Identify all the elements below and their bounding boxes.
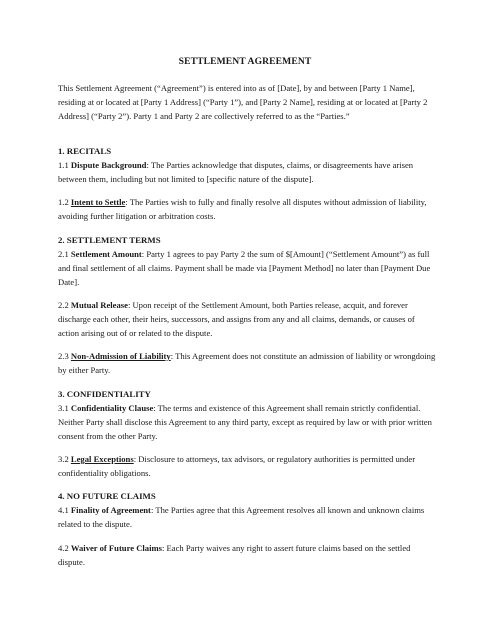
clause-label: Legal Exceptions	[70, 454, 134, 464]
clause-text: : The Parties agree that this Agreement resolves all known and unknown claims related to the dispute.	[58, 505, 425, 529]
section-heading-recitals: 1. RECITALS	[58, 146, 112, 156]
clause-3-1	[58, 402, 436, 443]
clause-number: 1.2	[58, 197, 71, 207]
clause-number: 3.1	[58, 403, 71, 413]
clause-text: : The Parties wish to fully and finally resolve all disputes without admission of liability, avoiding further litigation or arbitration costs.	[58, 197, 427, 221]
clause-number: 3.2	[58, 454, 71, 464]
clause-text: : Disclosure to attorneys, tax advisors, or regulatory authorities is permitted under confidentiality obligations.	[58, 454, 416, 478]
section-heading-no-future-claims: 4. NO FUTURE CLAIMS	[58, 491, 156, 501]
clause-number: 2.1	[58, 249, 71, 259]
clause-2-2	[58, 299, 436, 340]
clause-number: 2.3	[58, 351, 71, 361]
clause-4-1	[58, 504, 436, 532]
clause-2-1	[58, 248, 436, 289]
clause-label: Non-Admission of Liability	[70, 351, 171, 361]
clause-number: 4.2	[58, 543, 71, 553]
clause-1-1	[58, 159, 436, 187]
clause-text: : Party 1 agrees to pay Party 2 the sum of $[Amount] (“Settlement Amount”) as full and final settlement of all claims. Payment shall be made via [Payment Method] no later than [Payment Due Date].	[58, 249, 431, 287]
clause-1-2	[58, 196, 436, 224]
clause-text: : Upon receipt of the Settlement Amount, both Parties release, acquit, and forever discharge each other, their heirs, successors, and assigns from any and all claims, demands, or causes of action arising out of or related to the dispute.	[58, 300, 415, 338]
clause-4-2	[58, 542, 436, 570]
clause-2-3	[58, 350, 436, 378]
clause-label: Confidentiality Clause	[70, 403, 154, 413]
clause-label: Mutual Release	[70, 300, 128, 310]
section-heading-confidentiality: 3. CONFIDENTIALITY	[58, 389, 151, 399]
clause-text: : Each Party waives any right to assert future claims based on the settled dispute.	[58, 543, 411, 567]
clause-label: Intent to Settle	[70, 197, 126, 207]
document-title: SETTLEMENT AGREEMENT	[178, 56, 312, 67]
clause-number: 4.1	[58, 505, 71, 515]
clause-text: : This Agreement does not constitute an admission of liability or wrongdoing by either Party.	[58, 351, 436, 375]
clause-text: : The terms and existence of this Agreement shall remain strictly confidential. Neither Party shall disclose this Agreement to any third party, except as required by law or with prior written consent from the other Party.	[58, 403, 432, 441]
clause-label: Finality of Agreement	[70, 505, 151, 515]
clause-label: Waiver of Future Claims	[70, 543, 162, 553]
clause-label: Settlement Amount	[70, 249, 142, 259]
clause-text: : The Parties acknowledge that disputes, claims, or disagreements have arisen between them, including but not limited to [specific nature of the dispute].	[58, 160, 414, 184]
intro-paragraph: This Settlement Agreement (“Agreement”) is entered into as of [Date], by and between [Party 1 Name], residing at or located at [Party 1 Address] (“Party 1”), and [Party 2 Name], residing at or located at [Party 2 Address] (“Party 2”). Party 1 and Party 2 are collectively referred to as the “Parties.”	[58, 83, 428, 121]
clause-3-2	[58, 453, 436, 481]
clause-number: 2.2	[58, 300, 71, 310]
clause-number: 1.1	[58, 160, 71, 170]
section-heading-settlement-terms: 2. SETTLEMENT TERMS	[58, 235, 161, 245]
clause-label: Dispute Background	[70, 160, 147, 170]
